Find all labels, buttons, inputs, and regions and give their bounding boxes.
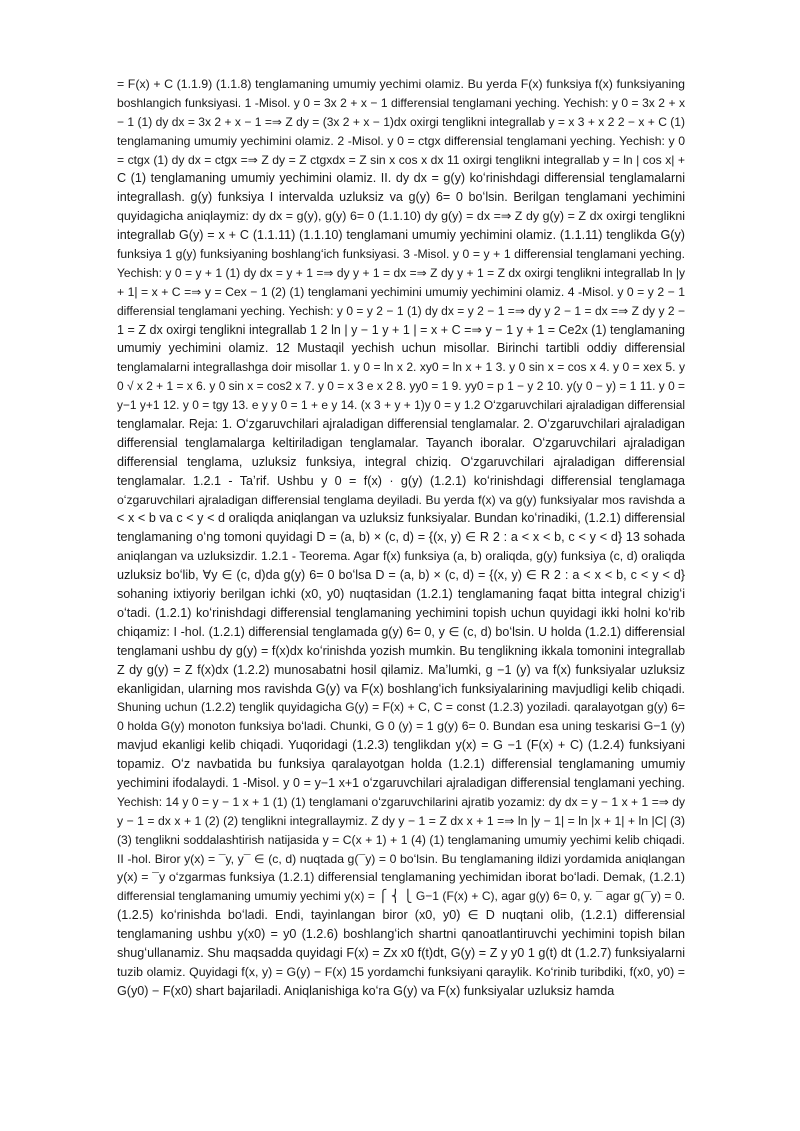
- text-line: differensial tenglamaning umumiy yechimi y(x) = ⎧ ⎨ ⎩ G−1 (F(x) + C), agar g(y) 6= 0, y. ¯ agar g(¯y) = 0.: [117, 889, 685, 904]
- text-line: tenglamani ushbu dy g(y) = f(x)dx koʻrinishda yozish mumkin. Bu tenglikning ikkala tomonini integrallab: [117, 643, 685, 658]
- text-line: shugʻullanamiz. Shu maqsadda quyidagi F(x) = Zx x0 f(t)dt, G(y) = Z y y0 1 g(t) dt (1.2.7) funksiyalarni: [117, 945, 685, 960]
- text-line: C (1) tenglamaning umumiy yechimini olamiz. II. dy dx = g(y) koʻrinishdagi differensial tenglamalarni: [117, 171, 685, 186]
- text-line: tenglamalar. Reja: 1. Oʻzgaruvchilari ajraladigan differensial tenglamalar. 2. Oʻzgaruvchilari ajraladigan: [117, 417, 685, 432]
- text-line: differensial tenglama, uzluksiz funksiya, integral chiziq. Oʻzgaruvchilari ajraladigan differensial: [117, 454, 685, 469]
- text-line: = ctgx (1) dy dx = ctgx =⇒ Z dy = Z ctgxdx = Z sin x cos x dx 11 oxirgi tenglikni integrallab y = ln | cos x| +: [117, 152, 685, 167]
- text-line: tenglamalar. 1.2.1 - Taʼrif. Ushbu y 0 = f(x) · g(y) (1.2.1) koʻrinishdagi differensial tenglamaga: [117, 473, 685, 488]
- text-line: tenglamaning oʻng tomoni quyidagi D = (a, b) × (c, d) = {(x, y) ∈ R 2 : a < x < b, c < y < d} 13 sohada: [117, 530, 685, 545]
- text-line: boshlangich funksiyasi. 1 -Misol. y 0 = 3x 2 + x − 1 differensial tenglamani yeching. Yechish: y 0 = 3x 2 + x: [117, 95, 685, 110]
- text-line: integrallash. g(y) funksiya I intervalda uzluksiz va g(y) 6= 0 boʻlsin. Berilgan tenglamani yechimini: [117, 190, 685, 205]
- text-line: chiqamiz: I -hol. (1.2.1) differensial tenglamada g(y) 6= 0, y ∈ (c, d) boʻlsin. U holda (1.2.1) differensial: [117, 624, 685, 639]
- text-line: 1 = Z dx oxirgi tenglikni integrallab 1 2 ln | y − 1 y + 1 | = x + C =⇒ y − 1 y + 1 = Ce2x (1) tenglamaning: [117, 322, 685, 337]
- text-line: − 1 (1) dy dx = 3x 2 + x − 1 =⇒ Z dy = (3x 2 + x − 1)dx oxirgi tenglikni integrallab y = x 3 + x 2 2 − x + C (1): [117, 114, 685, 129]
- text-line: y−1 y+1 12. y 0 = tgy 13. e y y 0 = 1 + e y 14. (x 3 + y + 1)y 0 = y 1.2 Oʻzgaruvchilari ajraladigan differensial: [117, 398, 685, 413]
- text-line: (3) tenglikni soddalashtirish natijasida y = C(x + 1) + 1 (4) (1) tenglamaning umumiy yechimi kelib chiqadi.: [117, 832, 685, 847]
- text-line: topamiz. Oʻz navbatida bu funksiya qaralayotgan holda (1.2.1) differensial tenglamaning umumiy: [117, 757, 685, 772]
- text-line: Yechish: y 0 = y + 1 (1) dy dx = y + 1 =⇒ dy y + 1 = dx =⇒ Z dy y + 1 = Z dx oxirgi tenglikni integrallab ln |y: [117, 265, 685, 280]
- text-line: Yechish: 14 y 0 = y − 1 x + 1 (1) (1) tenglamani oʻzgaruvchilarini ajratib yozamiz: dy dx = y − 1 x + 1 =⇒ dy: [117, 794, 685, 809]
- text-line: ekanligidan, ularning mos ravishda G(y) va F(x) boshlangʻich funksiyalarining mavjudligi kelib chiqadi.: [117, 681, 685, 696]
- text-line: integrallab G(y) = x + C (1.1.11) (1.1.10) tenglamani umumiy yechimini olamiz. (1.1.11) tenglikda G(y): [117, 228, 685, 243]
- text-line: oʻzgaruvchilari ajraladigan differensial tenglama deyiladi. Bu yerda f(x) va g(y) funksiyalar mos ravishda a: [117, 492, 685, 507]
- text-line: = F(x) + C (1.1.9) (1.1.8) tenglamaning umumiy yechimi olamiz. Bu yerda F(x) funksiya f(x) funksiyaning: [117, 77, 685, 91]
- text-line: (1.2.5) koʻrinishda boʻladi. Endi, tayinlangan biror (x0, y0) ∈ D nuqtani olib, (1.2.1) differensial: [117, 908, 685, 923]
- text-line: aniqlangan va uzluksizdir. 1.2.1 - Teorema. Agar f(x) funksiya (a, b) oraliqda, g(y) funksiya (c, d) oraliqda: [117, 549, 685, 564]
- text-line: II -hol. Biror y(x) = ¯y, y¯ ∈ (c, d) nuqtada g(¯y) = 0 boʻlsin. Bu tenglamaning ildizi yordamida aniqlangan: [117, 851, 685, 866]
- text-line: mavjud ekanligi kelib chiqadi. Yuqoridagi (1.2.3) tenglikdan y(x) = G −1 (F(x) + C) (1.2.4) funksiyani: [117, 738, 685, 753]
- text-line: y(x) = ¯y oʻzgarmas funksiya (1.2.1) differensial tenglamaning yechimidan iborat boʻladi. Demak, (1.2.1): [117, 870, 685, 885]
- text-line: tuzib olamiz. Quyidagi f(x, y) = G(y) − F(x) 15 yordamchi funksiyani qaraylik. Koʻrinib turibdiki, f(x0, y0) =: [117, 964, 685, 979]
- text-line: oʻtadi. (1.2.1) koʻrinishdagi differensial tenglamaning yechimini topish uchun quyidagi ikki holni koʻrib: [117, 605, 685, 620]
- text-line: 0 √ x 2 + 1 = x 6. y 0 sin x = cos2 x 7. y 0 = x 3 e x 2 8. yy0 = 1 9. yy0 = p 1 − y 2 10. y(y 0 − y) = 1 11. y 0 =: [117, 379, 685, 394]
- text-line: tenglamaning ushbu y(x0) = y0 (1.2.6) boshlangʻich shartni qanoatlantiruvchi yechimini topish bilan: [117, 927, 685, 942]
- text-line: G(y0) − F(x0) shart bajariladi. Aniqlanishiga koʻra G(y) va F(x) funksiyalar uzluksiz hamda: [117, 983, 615, 998]
- text-line: tenglamaning umumiy yechimini olamiz. 2 -Misol. y 0 = ctgx differensial tenglamani yeching. Yechish: y 0: [117, 133, 685, 148]
- text-line: y − 1 = dx x + 1 (2) (2) tenglikni integrallaymiz. Z dy y − 1 = Z dx x + 1 =⇒ ln |y − 1| = ln |x + 1| + ln |C| (3): [117, 813, 685, 828]
- text-line: funksiya 1 g(y) funksiyaning boshlangʻich funksiyasi. 3 -Misol. y 0 = y + 1 differensial tenglamani yeching.: [117, 247, 685, 262]
- body-text: [117, 75, 685, 1001]
- text-line: tenglamalarni integrallashga doir misollar 1. y 0 = ln x 2. xy0 = ln x + 1 3. y 0 sin x = cos x 4. y 0 = xex 5. y: [117, 360, 685, 375]
- text-line: 0 holda G(y) monoton funksiya boʻladi. Chunki, G 0 (y) = 1 g(y) 6= 0. Bundan esa uning teskarisi G−1 (y): [117, 719, 685, 734]
- text-line: Shuning uchun (1.2.2) tenglik quyidagicha G(y) = F(x) + C, C = const (1.2.3) yoziladi. qaralayotgan g(y) 6=: [117, 700, 685, 715]
- text-line: sohaning ixtiyoriy berilgan ichki (x0, y0) nuqtasidan (1.2.1) tenglamaning faqat bitta integral chizigʻi: [117, 587, 685, 602]
- text-line: quyidagicha aniqlaymiz: dy dx = g(y), g(y) 6= 0 (1.1.10) dy g(y) = dx =⇒ Z dy g(y) = Z dx oxirgi tenglikni: [117, 209, 685, 224]
- text-line: Z dy g(y) = Z f(x)dx (1.2.2) munosabatni hosil qilamiz. Maʼlumki, g −1 (y) va f(x) funksiyalar uzluksiz: [117, 662, 685, 677]
- text-line: yechimini ifodalaydi. 1 -Misol. y 0 = y−1 x+1 oʻzgaruvchilari ajraladigan differensial tenglamani yeching.: [117, 775, 685, 790]
- text-line: differensial tenglamani yeching. Yechish: y 0 = y 2 − 1 (1) dy dx = y 2 − 1 =⇒ dy y 2 − 1 = dx =⇒ Z dy y 2 −: [117, 303, 685, 318]
- text-line: differensial tenglamalarga keltiriladigan tenglamalar. Tayanch iboralar. Oʻzgaruvchilari ajraladigan: [117, 435, 685, 450]
- text-line: < x < b va c < y < d oraliqda aniqlangan va uzluksiz funksiyalar. Bundan koʻrinadiki, (1.2.1) differensial: [117, 511, 685, 526]
- text-line: + 1| = x + C =⇒ y = Cex − 1 (2) (1) tenglamani yechimini umumiy yechimini olamiz. 4 -Misol. y 0 = y 2 − 1: [117, 284, 685, 299]
- text-line: umumiy yechimini olamiz. 12 Mustaqil yechish uchun misollar. Birinchi tartibli oddiy differensial: [117, 341, 685, 356]
- text-line: uzluksiz boʻlib, ∀y ∈ (c, d)da g(y) 6= 0 boʻlsa D = (a, b) × (c, d) = {(x, y) ∈ R 2 : a < x < b, c < y < d}: [117, 568, 685, 583]
